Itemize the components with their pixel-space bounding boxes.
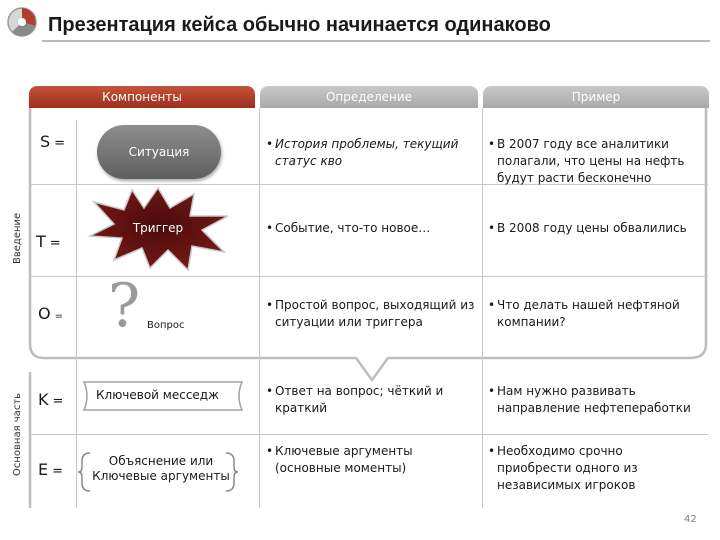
page-title: Презентация кейса обычно начинается одинаково xyxy=(48,14,551,36)
question-mark-icon: ? xyxy=(108,271,141,341)
example-cell: • В 2008 году цены обвалились xyxy=(488,221,687,235)
definition-cell: • Ключевые аргументы (основные моменты) xyxy=(266,444,413,475)
grid-divider xyxy=(482,108,483,508)
column-header-example: Пример xyxy=(483,86,709,108)
arguments-label: Объяснение или Ключевые аргументы xyxy=(92,454,230,483)
example-cell: • Необходимо срочно приобрести одного из независимых игроков xyxy=(488,444,638,492)
grid-divider xyxy=(259,108,260,508)
definition-cell: • Событие, что-то новое… xyxy=(266,221,431,235)
question-label: Вопрос xyxy=(147,320,185,331)
side-label-intro: Введение xyxy=(12,212,23,264)
key-message-label: Ключевой месседж xyxy=(96,388,219,402)
column-header-components: Компоненты xyxy=(29,86,255,108)
page-number: 42 xyxy=(684,514,697,525)
title-bar xyxy=(42,10,710,42)
row-letter-s: S = xyxy=(40,132,66,151)
grid-divider xyxy=(30,434,708,435)
company-logo-icon xyxy=(6,6,38,38)
example-cell: • Что делать нашей нефтяной компании? xyxy=(488,298,680,329)
definition-cell: • Простой вопрос, выходящий из ситуации или триггера xyxy=(266,298,475,329)
example-cell: • В 2007 году все аналитики полагали, что цены на нефть будут расти бесконечно xyxy=(488,137,685,185)
row-letter-k: K = xyxy=(38,390,64,409)
trigger-label: Триггер xyxy=(132,221,184,235)
row-letter-o: O = xyxy=(38,304,63,323)
situation-pill: Ситуация xyxy=(97,125,221,179)
row-letter-t: T = xyxy=(36,232,61,251)
definition-cell: • История проблемы, текущий статус кво xyxy=(266,137,459,168)
grid-divider xyxy=(76,120,77,508)
row-letter-e: E = xyxy=(38,460,64,479)
definition-cell: • Ответ на вопрос; чёткий и краткий xyxy=(266,384,444,415)
side-label-main: Основная часть xyxy=(12,392,23,476)
example-cell: • Нам нужно развивать направление нефтепеработки xyxy=(488,384,691,415)
column-header-definition: Определение xyxy=(260,86,478,108)
